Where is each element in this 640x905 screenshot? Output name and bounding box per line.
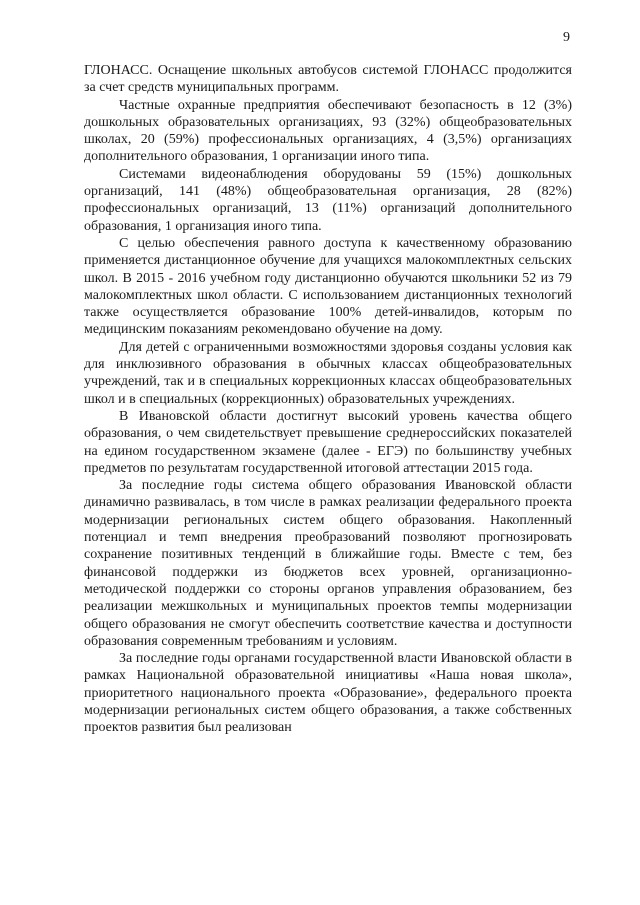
paragraph-modernization: За последние годы система общего образования Ивановской области динамично развивалась, в том числе в рамках реализации федерального проекта модернизации региональных систем общего образования. Накопленный потенциал и темп внедрения преобразований позволяют прогнозировать сохранение позитивных тенденций в ближайшие годы. Вместе с тем, без финансовой поддержки из бюджетов всех уровней, организационно-методической поддержки со стороны органов управления образованием, без реализации межшкольных и муниципальных проектов темпы модернизации общего образования не смогут обеспечить соответствие качества и доступности образования современным требованиям и условиям.: [84, 478, 572, 649]
paragraph-initiatives: За последние годы органами государственной власти Ивановской области в рамках Национальной образовательной инициативы «Наша новая школа», приоритетного национального проекта «Образование», федерального проекта модернизации региональных систем общего образования, а также собственных проектов развития был реализован: [84, 651, 572, 736]
paragraph-video-surveillance: Системами видеонаблюдения оборудованы 59 (15%) дошкольных организаций, 141 (48%) общеобразовательная организация, 28 (82%) профессиональных организаций, 13 (11%) организаций дополнительного образования, 1 организация иного типа.: [84, 166, 572, 234]
page-number: 9: [563, 30, 570, 45]
paragraph-continuation: ГЛОНАСС. Оснащение школьных автобусов системой ГЛОНАСС продолжится за счет средств муниципальных программ.: [84, 63, 572, 96]
paragraph-security: Частные охранные предприятия обеспечивают безопасность в 12 (3%) дошкольных образовательных организациях, 93 (32%) общеобразовательных школах, 20 (59%) профессиональных организациях, 4 (3,5%) организациях дополнительного образования, 1 организации иного типа.: [84, 97, 572, 165]
paragraph-distance-learning: С целью обеспечения равного доступа к качественному образованию применяется дистанционное обучение для учащихся малокомплектных сельских школ. В 2015 - 2016 учебном году дистанционно обучаются школьники 52 из 79 малокомплектных школ области. С использованием дистанционных технологий также осуществляется образование 100% детей-инвалидов, которым по медицинским показаниям рекомендовано обучение на дому.: [84, 235, 572, 338]
paragraph-inclusive-education: Для детей с ограниченными возможностями здоровья созданы условия как для инклюзивного образования в обычных классах общеобразовательных учреждений, так и в специальных коррекционных классах общеобразовательных школ и в специальных (коррекционных) образовательных учреждениях.: [84, 339, 572, 407]
document-body: [84, 62, 572, 737]
paragraph-exam-quality: В Ивановской области достигнут высокий уровень качества общего образования, о чем свидетельствует превышение среднероссийских показателей на едином государственном экзамене (далее - ЕГЭ) по большинству учебных предметов по результатам государственной итоговой аттестации 2015 года.: [84, 408, 572, 476]
